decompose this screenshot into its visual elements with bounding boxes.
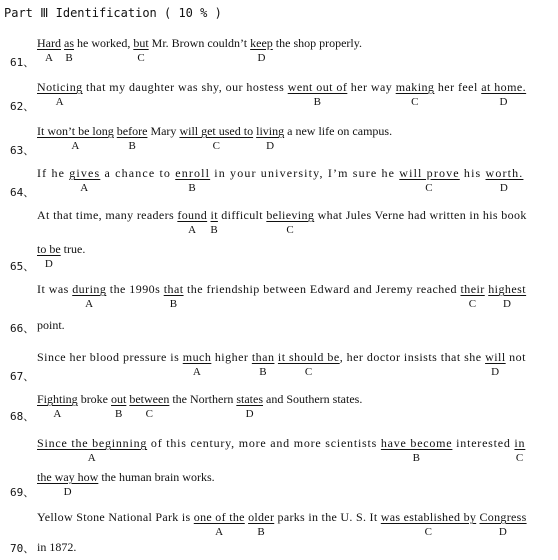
sentence-text: in 1872. [37,540,77,554]
underlined-option [37,80,83,108]
option-letter: B [259,366,268,378]
option-letter: B [412,452,421,464]
underlined-option [64,36,74,64]
option-text: enroll [175,166,211,180]
sentence-text: her way [347,80,396,94]
sentence-text: Mary [147,124,180,138]
option-text: before [116,124,148,138]
option-letter: D [63,486,72,498]
question-sentence [37,350,526,378]
option-text: went out of [287,80,348,94]
question-sentence [37,392,363,420]
sentence-text: the Northern [169,392,237,406]
sentence-text: a new life on campus. [284,124,393,138]
question-61 [0,36,558,76]
question-number: 63、 [10,144,35,157]
option-letter: C [424,526,433,538]
underlined-option [37,242,61,270]
sentence-text: true. [60,242,86,256]
question-sentence [37,36,362,64]
underlined-option [177,208,208,236]
option-letter: D [502,298,512,310]
option-letter: C [212,140,220,152]
sentence-text: It was [37,282,73,296]
question-sentence [37,436,526,464]
option-letter: D [257,52,266,64]
underlined-option [479,510,527,538]
option-letter: B [169,298,178,310]
option-letter: C [425,182,434,194]
option-text: at home. [481,80,527,94]
question-65 [0,208,558,273]
underlined-option [380,510,477,538]
option-letter: C [515,452,524,464]
sentence-text: At that time, many readers [37,208,178,222]
option-letter: A [192,366,202,378]
sentence-text: interested [452,436,515,450]
option-text: out [111,392,127,406]
question-number: 65、 [10,260,35,273]
option-letter: C [145,408,154,420]
option-letter: C [137,52,145,64]
sentence-text: Mr. Brown couldn’t [148,36,251,50]
underlined-option [250,36,273,64]
option-text: during [72,282,107,296]
question-sentence-continued [37,318,65,333]
underlined-option [395,80,435,108]
option-text: their [460,282,485,296]
option-text: Hard [37,36,61,50]
question-number: 70、 [10,542,35,555]
sentence-text: Since her blood pressure is [37,350,183,364]
option-letter: D [498,526,508,538]
underlined-option [266,208,315,236]
question-68 [0,392,558,432]
option-letter: B [65,52,73,64]
underlined-option [175,166,211,194]
option-letter: B [188,182,197,194]
option-letter: A [80,182,90,194]
underlined-option [485,350,506,378]
sentence-text: Yellow Stone National Park is [37,510,194,524]
option-text: have become [380,436,453,450]
question-sentence-continued [37,540,76,555]
underlined-option [69,166,101,194]
underlined-option [163,282,184,310]
underlined-option [248,510,275,538]
option-text: It won’t be long [37,124,114,138]
option-text: highest [488,282,527,296]
question-62 [0,80,558,120]
option-text: between [129,392,170,406]
sentence-text: the friendship between Edward and Jeremy reached [183,282,461,296]
question-sentence-continued [37,470,215,498]
option-letter: C [468,298,477,310]
option-letter: A [85,298,94,310]
option-letter: D [44,258,53,270]
question-number: 62、 [10,100,35,113]
option-letter: D [266,140,275,152]
option-text: worth. [485,166,524,180]
question-number: 69、 [10,486,35,499]
underlined-option [399,166,460,194]
option-text: gives [69,166,101,180]
question-69 [0,436,558,498]
underlined-option [37,392,78,420]
underlined-option [72,282,107,310]
underlined-option [256,124,285,152]
question-sentence [37,282,527,310]
underlined-option [277,350,340,378]
option-letter: D [499,96,508,108]
option-text: the way how [37,470,99,484]
option-text: believing [266,208,315,222]
option-letter: D [499,182,510,194]
option-text: found [177,208,208,222]
sentence-text: the 1990s [106,282,164,296]
option-text: will [485,350,506,364]
option-text: it should be [277,350,340,364]
option-letter: B [115,408,123,420]
option-text: older [248,510,275,524]
underlined-option [380,436,453,464]
underlined-option [460,282,485,310]
option-text: will prove [399,166,460,180]
option-text: making [395,80,435,94]
sentence-text: his [459,166,486,180]
question-sentence [37,124,393,152]
question-number: 67、 [10,370,35,383]
question-63 [0,124,558,164]
underlined-option [236,392,263,420]
question-67 [0,350,558,390]
option-text: as [64,36,74,50]
option-letter: C [304,366,313,378]
option-text: it [210,208,218,222]
underlined-option [37,470,99,498]
option-letter: C [411,96,419,108]
option-letter: A [45,52,53,64]
underlined-option [210,208,219,236]
sentence-text: difficult [217,208,267,222]
sentence-text: her feel [434,80,482,94]
underlined-option [287,80,348,108]
option-letter: B [210,224,219,236]
option-letter: A [215,526,224,538]
question-number: 61、 [10,56,35,69]
option-text: one of the [193,510,245,524]
option-letter: A [53,408,62,420]
sentence-text: that my daughter was shy, our hostess [82,80,288,94]
option-text: Congress [479,510,527,524]
sentence-text: he worked, [74,36,134,50]
underlined-option [179,124,254,152]
option-text: will get used to [179,124,254,138]
option-text: was established by [380,510,477,524]
underlined-option [37,124,114,152]
option-letter: B [257,526,265,538]
option-text: than [251,350,275,364]
question-64 [0,166,558,206]
option-text: in [514,436,526,450]
question-number: 68、 [10,410,35,423]
underlined-option [514,436,526,464]
sentence-text: what Jules Verne had written in his book [314,208,527,222]
option-text: Since the beginning [37,436,148,450]
underlined-option [116,124,148,152]
underlined-option [488,282,527,310]
underlined-option [481,80,527,108]
option-text: living [256,124,285,138]
question-number: 64、 [10,186,35,199]
sentence-text: point. [37,318,65,332]
underlined-option [182,350,212,378]
underlined-option [251,350,275,378]
option-text: much [182,350,212,364]
sentence-text: of this century, more and more scientists [147,436,381,450]
underlined-option [193,510,245,538]
question-70 [0,510,558,558]
option-text: Noticing [37,80,83,94]
sentence-text: , her doctor insists that she [339,350,486,364]
sentence-text: broke [77,392,112,406]
sentence-text: and Southern states. [263,392,363,406]
sentence-text: parks in the U. S. It [274,510,381,524]
option-letter: D [491,366,500,378]
underlined-option [133,36,149,64]
underlined-option [37,36,61,64]
option-letter: A [188,224,197,236]
sentence-text: a chance to [100,166,176,180]
question-sentence [37,510,527,538]
section-title: Part Ⅲ Identification ( 10 % ) [4,6,222,20]
option-letter: B [128,140,136,152]
option-text: to be [37,242,61,256]
option-text: keep [250,36,273,50]
option-letter: A [55,96,64,108]
question-sentence [37,80,527,108]
option-text: Fighting [37,392,78,406]
sentence-text: the shop properly. [272,36,362,50]
underlined-option [111,392,127,420]
sentence-text: not [505,350,526,364]
sentence-text: in your university, I’m sure he [210,166,400,180]
option-text: states [236,392,263,406]
question-66 [0,282,558,335]
question-sentence-continued [37,242,86,270]
option-letter: B [313,96,322,108]
question-sentence [37,208,527,236]
question-sentence [37,166,524,194]
option-letter: A [71,140,80,152]
sentence-text: higher [211,350,252,364]
underlined-option [129,392,170,420]
question-number: 66、 [10,322,35,335]
sentence-text: If he [37,166,70,180]
option-letter: C [286,224,295,236]
underlined-option [37,436,148,464]
option-letter: D [245,408,254,420]
option-text: but [133,36,149,50]
sentence-text: the human brain works. [98,470,215,484]
option-text: that [163,282,184,296]
option-letter: A [87,452,97,464]
underlined-option [485,166,524,194]
